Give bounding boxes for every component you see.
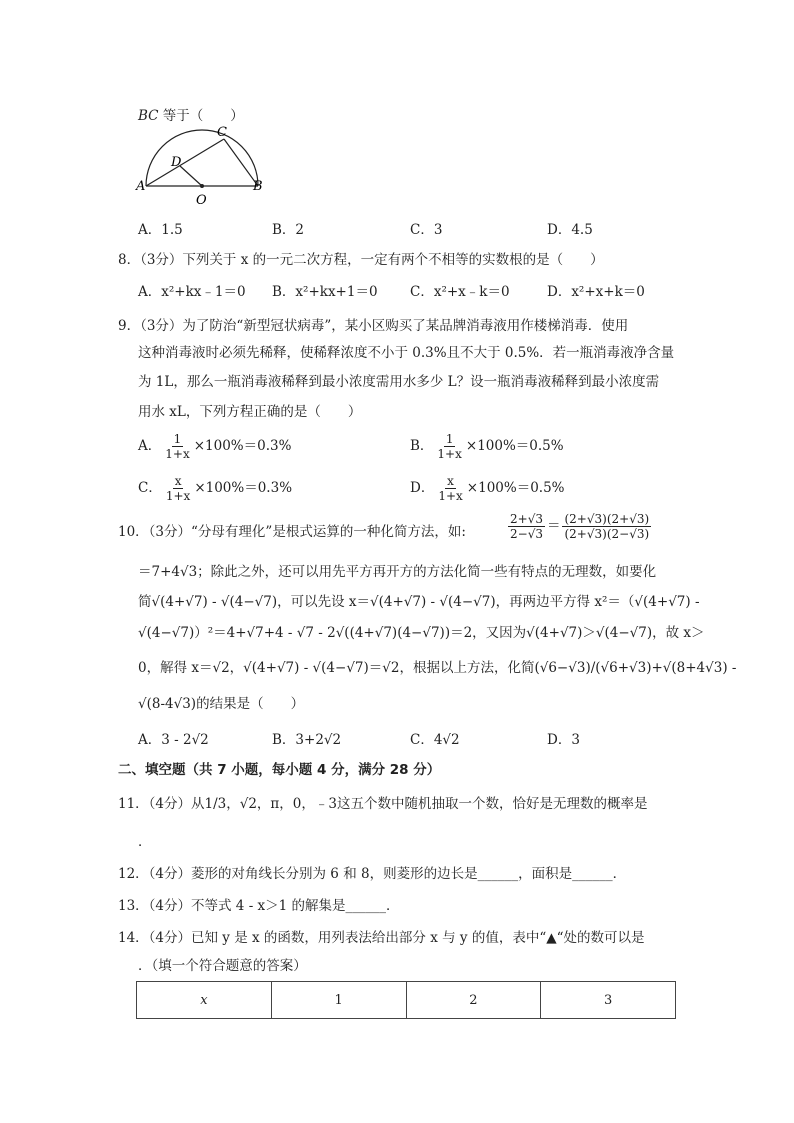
q14-line-2: ．（填一个符合题意的答案） — [138, 958, 307, 974]
q7-option-d: D．4.5 — [547, 222, 593, 238]
q9-line-2: 这种消毒液时必须先稀释，使稀释浓度不小于 0.3%且不大于 0.5%．若一瓶消毒液净含量 — [138, 345, 675, 361]
q10-option-a: A．3 - 2√2 — [138, 732, 209, 748]
semicircle-arc — [146, 130, 258, 186]
q10-line-6: √(8-4√3)的结果是（ ） — [138, 696, 305, 712]
q9-line-1: 9．（3分）为了防治“新型冠状病毒”，某小区购买了某品牌消毒液用作楼梯消毒．使用 — [118, 318, 629, 334]
table-cell: 1 — [271, 982, 406, 1019]
q10-line-4: √(4−√7)）²＝4+√7+4 - √7 - 2√((4+√7)(4−√7))＝2，又因为√(4+√7)＞√(4−√7)，故 x＞ — [138, 625, 705, 641]
q14-table — [136, 981, 676, 1019]
q9-line-4: 用水 xL，下列方程正确的是（ ） — [138, 404, 362, 420]
table-cell: 3 — [541, 982, 676, 1019]
q10-example-fraction: $\frac{2+√3}{2-√3}$ ＝ $\frac{(2+√3)(2+√3)}{(2+√3)(2-√3)}$ — [510, 512, 650, 541]
chord-ac — [146, 139, 224, 186]
q10-intro: 10．（3分）“分母有理化”是根式运算的一种化简方法，如: — [118, 524, 466, 540]
center-point-o — [200, 184, 204, 188]
q10-option-c: C．4√2 — [410, 732, 460, 748]
q8-option-b: B．x²+kx+1＝0 — [272, 284, 378, 300]
q10-option-d: D．3 — [547, 732, 580, 748]
label-a: A — [136, 179, 146, 194]
table-cell-x: x — [137, 982, 272, 1019]
q8-option-d: D．x²+x+k＝0 — [547, 284, 645, 300]
q8-option-c: C．x²+x﹣k＝0 — [410, 284, 510, 300]
segment-od — [180, 166, 202, 186]
label-o: O — [196, 193, 207, 206]
q8-option-a: A．x²+kx﹣1＝0 — [138, 284, 246, 300]
q12-text: 12．（4分）菱形的对角线长分别为 6 和 8，则菱形的边长是______，面积是______． — [118, 866, 627, 882]
q7-option-c: C．3 — [410, 222, 443, 238]
q10-line-5: 0，解得 x＝√2，√(4+√7) - √(4−√7)＝√2，根据以上方法，化简(√6−√3)/(√6+√3)+√(8+4√3) - — [138, 660, 737, 676]
q9-option-b: B． $\frac{1}{1+x}$ ×100%＝0.5% — [410, 432, 564, 461]
q10-line-2: ＝7+4√3；除此之外，还可以用先平方再开方的方法化简一些有特点的无理数，如要化 — [138, 564, 657, 580]
q7-stem: BC 等于（ ） — [138, 108, 244, 124]
table-row — [137, 982, 676, 1019]
q9-line-3: 为 1L，那么一瓶消毒液稀释到最小浓度需用水多少 L？设一瓶消毒液稀释到最小浓度需 — [138, 374, 660, 390]
q8-stem: 8．（3分）下列关于 x 的一元二次方程，一定有两个不相等的实数根的是（ ） — [118, 252, 604, 268]
q11-line-2: ． — [138, 834, 152, 850]
table-cell: 2 — [406, 982, 541, 1019]
q10-option-b: B．3+2√2 — [272, 732, 342, 748]
q9-option-a: A． $\frac{1}{1+x}$ ×100%＝0.3% — [138, 432, 292, 461]
q9-option-d: D． $\frac{x}{1+x}$ ×100%＝0.5% — [410, 474, 565, 503]
q7-option-a: A．1.5 — [138, 222, 183, 238]
q7-diagram — [134, 124, 266, 206]
q7-option-b: B．2 — [272, 222, 305, 238]
label-b: B — [253, 179, 263, 194]
q10-line-3: 简√(4+√7) - √(4−√7)，可以先设 x＝√(4+√7) - √(4−√7)，再两边平方得 x²＝（√(4+√7) - — [138, 594, 700, 610]
section-2-title: 二、填空题（共 7 小题，每小题 4 分，满分 28 分） — [118, 762, 441, 778]
q11-line-1: 11．（4分）从1/3，√2，π，0，﹣3这五个数中随机抽取一个数，恰好是无理数的概率是 — [118, 796, 648, 812]
label-c: C — [217, 125, 227, 140]
q14-line-1: 14．（4分）已知 y 是 x 的函数，用列表法给出部分 x 与 y 的值，表中“▲“处的数可以是 — [118, 930, 645, 946]
label-d: D — [171, 155, 182, 170]
q13-text: 13．（4分）不等式 4 - x＞1 的解集是______． — [118, 898, 400, 914]
q9-option-c: C． $\frac{x}{1+x}$ ×100%＝0.3% — [138, 474, 293, 503]
